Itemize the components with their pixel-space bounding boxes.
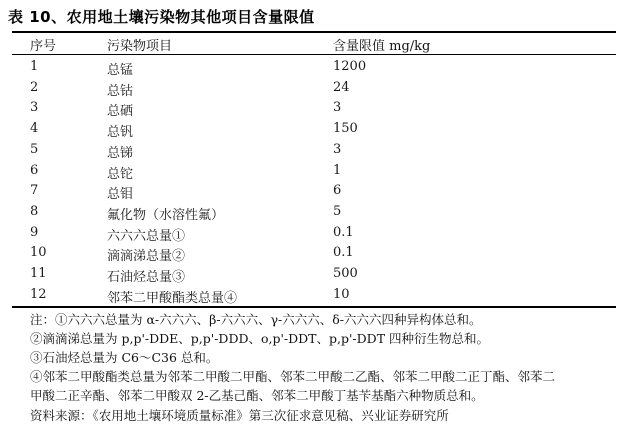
header-item: 污染物项目	[107, 39, 173, 54]
table-title: 表 10、农用地土壤污染物其他项目含量限值	[8, 8, 315, 26]
row-number: 5	[30, 141, 39, 157]
row-number: 11	[30, 266, 47, 281]
row-item: 总锰	[107, 63, 134, 78]
row-item: 总铊	[107, 166, 134, 182]
row-item: 邻苯二甲酸酯类总量④	[107, 290, 238, 306]
row-number: 1	[30, 59, 39, 74]
row-number: 9	[30, 224, 39, 240]
row-limit: 1200	[333, 59, 367, 74]
table-row	[0, 183, 627, 205]
table-row	[0, 59, 627, 81]
row-limit: 500	[333, 266, 358, 281]
table-row	[0, 80, 627, 102]
header-rule	[12, 54, 616, 55]
row-number: 2	[30, 79, 39, 95]
note-line: ③石油烃总量为 C6～C36 总和。	[30, 350, 219, 365]
header-no: 序号	[30, 39, 57, 54]
row-number: 10	[30, 245, 47, 261]
source-line: 资料来源：《农用地土壤环境质量标准》第三次征求意见稿、兴业证券研究所	[30, 408, 449, 423]
table-row	[0, 204, 627, 226]
table-row	[0, 225, 627, 247]
table-row	[0, 121, 627, 143]
table-row	[0, 266, 627, 288]
row-item: 总钴	[107, 83, 134, 99]
row-item: 总硒	[107, 104, 134, 120]
row-limit: 10	[333, 286, 350, 302]
row-item: 氟化物（水溶性氟）	[107, 207, 225, 223]
row-limit: 3	[333, 141, 342, 157]
row-number: 12	[30, 286, 47, 302]
row-limit: 24	[333, 79, 350, 95]
note-line: 甲酸二正辛酯、邻苯二甲酸双 2-乙基己酯、邻苯二甲酸丁基苄基酯六种物质总和。	[30, 388, 484, 403]
note-line: ②滴滴涕总量为 p,p'-DDE、p,p'-DDD、o,p'-DDT、p,p'-DDT 四种衍生物总和。	[30, 331, 490, 346]
note-line: ④邻苯二甲酸酯类总量为邻苯二甲酸二甲酯、邻苯二甲酸二乙酯、邻苯二甲酸二正丁酯、邻苯二	[30, 369, 556, 384]
table-row	[0, 163, 627, 185]
row-number: 8	[30, 203, 39, 219]
header-limit: 含量限值 mg/kg	[333, 39, 431, 54]
row-item: 总锑	[107, 145, 134, 161]
row-item: 六六六总量①	[107, 228, 186, 244]
row-limit: 1	[333, 162, 342, 178]
row-item: 总钒	[107, 125, 134, 141]
row-limit: 6	[333, 183, 342, 199]
row-number: 7	[30, 183, 39, 199]
row-number: 3	[30, 100, 39, 116]
row-item: 滴滴涕总量②	[107, 249, 186, 265]
bottom-rule	[12, 306, 616, 308]
row-number: 6	[30, 162, 39, 178]
table-row	[0, 100, 627, 122]
note-line: 注：①六六六总量为 α-六六六、β-六六六、γ-六六六、δ-六六六四种异构体总和。	[30, 312, 482, 327]
row-item: 总钼	[107, 187, 134, 203]
table-row	[0, 142, 627, 164]
row-limit: 3	[333, 100, 342, 116]
row-limit: 0.1	[333, 224, 354, 240]
row-limit: 0.1	[333, 245, 354, 261]
row-limit: 5	[333, 203, 342, 219]
row-item: 石油烃总量③	[107, 270, 186, 285]
table-row	[0, 245, 627, 267]
top-rule	[12, 31, 616, 33]
row-limit: 150	[333, 121, 358, 137]
row-number: 4	[30, 121, 39, 137]
